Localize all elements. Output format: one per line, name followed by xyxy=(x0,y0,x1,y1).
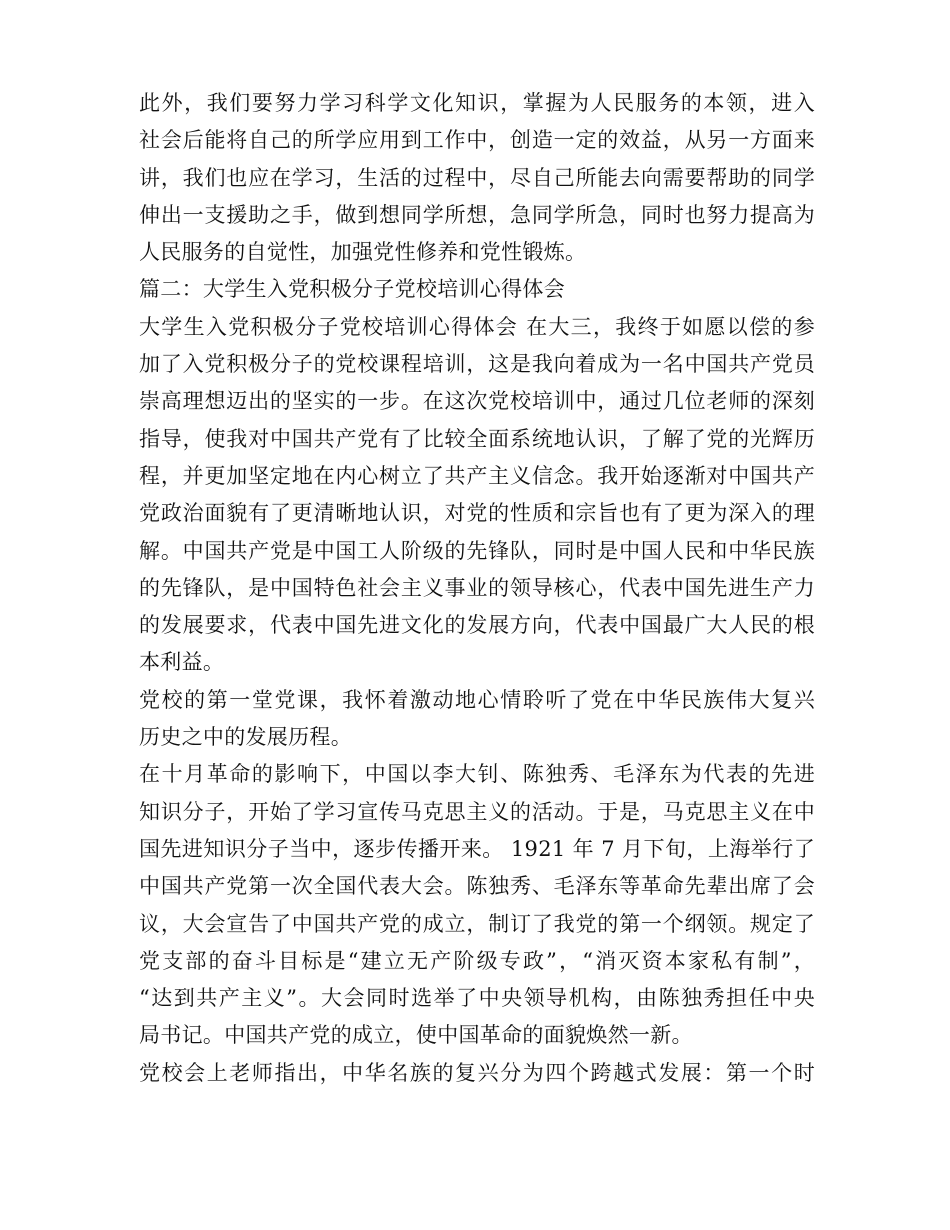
text-line: 历史之中的发展历程。 xyxy=(139,725,352,750)
text-line: 篇二：大学生入党积极分子党校培训心得体会 xyxy=(139,277,565,302)
text-line: 党政治面貌有了更清晰地认识，对党的性质和宗旨也有了更为深入的理 xyxy=(139,501,815,526)
text-line: 的发展要求，代表中国先进文化的发展方向，代表中国最广大人民的根 xyxy=(139,613,815,638)
text-line: 在十月革命的影响下，中国以李大钊、陈独秀、毛泽东为代表的先进 xyxy=(139,762,815,787)
text-line: 国先进知识分子当中，逐步传播开来。 1921 年 7 月下旬，上海举行了 xyxy=(139,836,815,861)
text-line: 中国共产党第一次全国代表大会。陈独秀、毛泽东等革命先辈出席了会 xyxy=(139,874,815,899)
text-line: 崇高理想迈出的坚实的一步。在这次党校培训中，通过几位老师的深刻 xyxy=(139,389,815,414)
text-line: 程，并更加坚定地在内心树立了共产主义信念。我开始逐渐对中国共产 xyxy=(139,463,815,488)
text-line: 伸出一支援助之手，做到想同学所想，急同学所急，同时也努力提高为 xyxy=(139,202,815,227)
text-line: 党校的第一堂党课，我怀着激动地心情聆听了党在中华民族伟大复兴 xyxy=(139,687,815,712)
text-line: 知识分子，开始了学习宣传马克思主义的活动。于是，马克思主义在中 xyxy=(139,799,815,824)
text-line: 党校会上老师指出，中华名族的复兴分为四个跨越式发展：第一个时 xyxy=(139,1060,815,1085)
document-page xyxy=(139,85,815,1092)
text-line: 指导，使我对中国共产党有了比较全面系统地认识，了解了党的光辉历 xyxy=(139,426,815,451)
text-line: 人民服务的自觉性，加强党性修养和党性锻炼。 xyxy=(139,240,587,265)
text-line: 本利益。 xyxy=(139,650,225,675)
text-line: 解。中国共产党是中国工人阶级的先锋队，同时是中国人民和中华民族 xyxy=(139,538,815,563)
text-line: 议，大会宣告了中国共产党的成立，制订了我党的第一个纲领。规定了 xyxy=(139,911,815,936)
text-line: 党支部的奋斗目标是“建立无产阶级专政”，“消灭资本家私有制”， xyxy=(139,948,815,973)
text-line: “达到共产主义”。大会同时选举了中央领导机构，由陈独秀担任中央 xyxy=(139,986,815,1011)
text-line: 的先锋队，是中国特色社会主义事业的领导核心，代表中国先进生产力 xyxy=(139,575,815,600)
text-line: 加了入党积极分子的党校课程培训，这是我向着成为一名中国共产党员 xyxy=(139,352,815,377)
text-line: 此外，我们要努力学习科学文化知识，掌握为人民服务的本领，进入 xyxy=(139,91,815,115)
text-line: 大学生入党积极分子党校培训心得体会 在大三，我终于如愿以偿的参 xyxy=(139,314,815,339)
text-line: 局书记。中国共产党的成立，使中国革命的面貌焕然一新。 xyxy=(139,1023,693,1048)
text-line: 讲，我们也应在学习，生活的过程中，尽自己所能去向需要帮助的同学 xyxy=(139,165,815,190)
text-line: 社会后能将自己的所学应用到工作中，创造一定的效益，从另一方面来 xyxy=(139,128,815,153)
